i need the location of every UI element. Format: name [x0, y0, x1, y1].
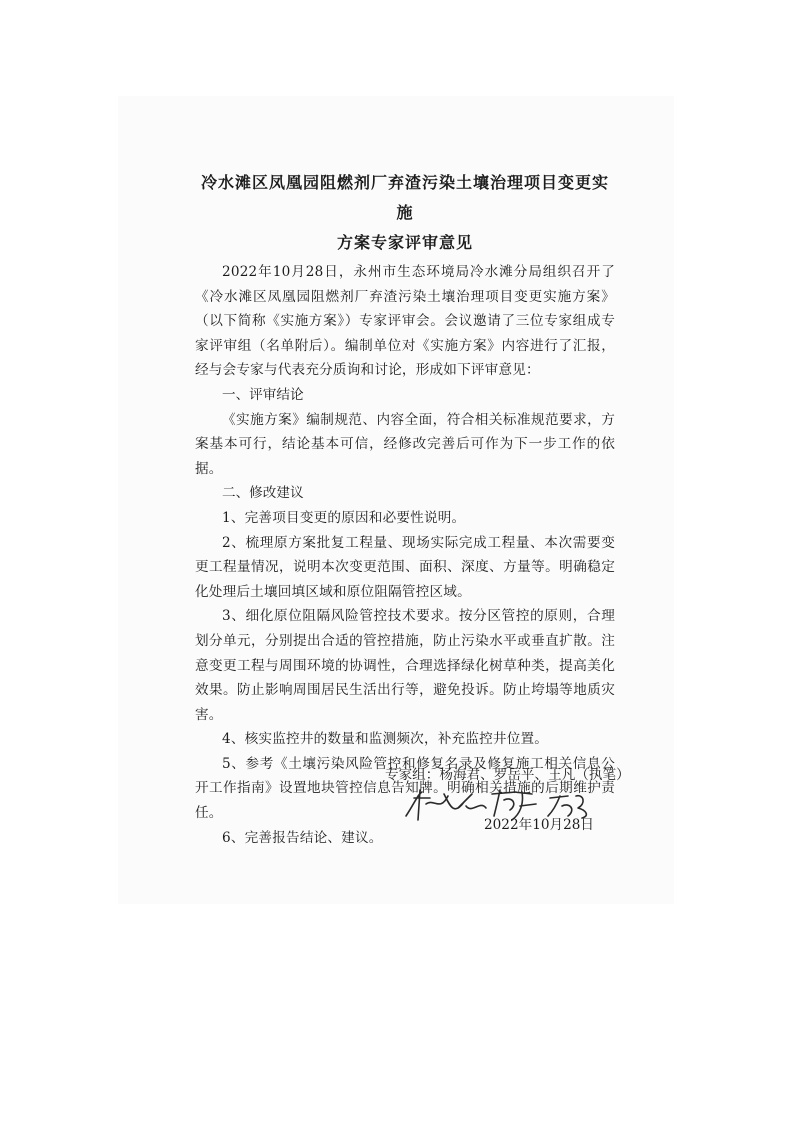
section-heading-conclusion: 一、评审结论	[222, 386, 304, 403]
suggestion-item-4: 4、核实监控井的数量和监测频次，补充监控井位置。	[222, 731, 549, 748]
expert-group-line: 专家组：杨海君、罗岳平、王凡（执笔）	[385, 767, 630, 783]
section-heading-suggestions: 二、修改建议	[222, 485, 304, 502]
suggestion-item-2: 2、梳理原方案批复工程量、现场实际完成工程量、本次需要变更工程量情况，说明本次变更范围、面积、深度、方量等。明确稳定化处理后土壤回填区域和原位阻隔管控区域。	[195, 534, 615, 600]
intro-paragraph: 2022年10月28日，永州市生态环境局冷水滩分局组织召开了《冷水滩区凤凰园阻燃剂厂弃渣污染土壤治理项目变更实施方案》（以下简称《实施方案》）专家评审会。会议邀请了三位专家组成专家评审组（名单附后）。编制单位对《实施方案》内容进行了汇报，经与会专家与代表充分质询和讨论，形成如下评审意见：	[195, 264, 615, 379]
document-title: 冷水滩区凤凰园阻燃剂厂弃渣污染土壤治理项目变更实施 方案专家评审意见	[200, 173, 609, 252]
expert-group-block	[385, 764, 630, 786]
suggestion-item-1: 1、完善项目变更的原因和必要性说明。	[222, 509, 466, 526]
conclusion-paragraph: 《实施方案》编制规范、内容全面，符合相关标准规范要求，方案基本可行，结论基本可信，经修改完善后可作为下一步工作的依据。	[195, 411, 615, 477]
suggestion-item-5: 5、参考《土壤污染风险管控和修复名录及修复施工相关信息公开工作指南》设置地块管控信息告知牌。明确相关措施的后期维护责任。	[195, 755, 615, 822]
suggestion-item-6: 6、完善报告结论、建议。	[222, 829, 383, 846]
signing-date: 2022年10月28日	[484, 817, 594, 833]
document-body	[195, 168, 615, 850]
suggestion-item-3: 3、细化原位阻隔风险管控技术要求。按分区管控的原则，合理划分单元，分别提出合适的管控措施，防止污染水平或垂直扩散。注意变更工程与周围环境的协调性，合理选择绿化树草种类，提高美化效果。防止影响周围居民生活出行等，避免投诉。防止垮塌等地质灾害。	[195, 608, 615, 723]
